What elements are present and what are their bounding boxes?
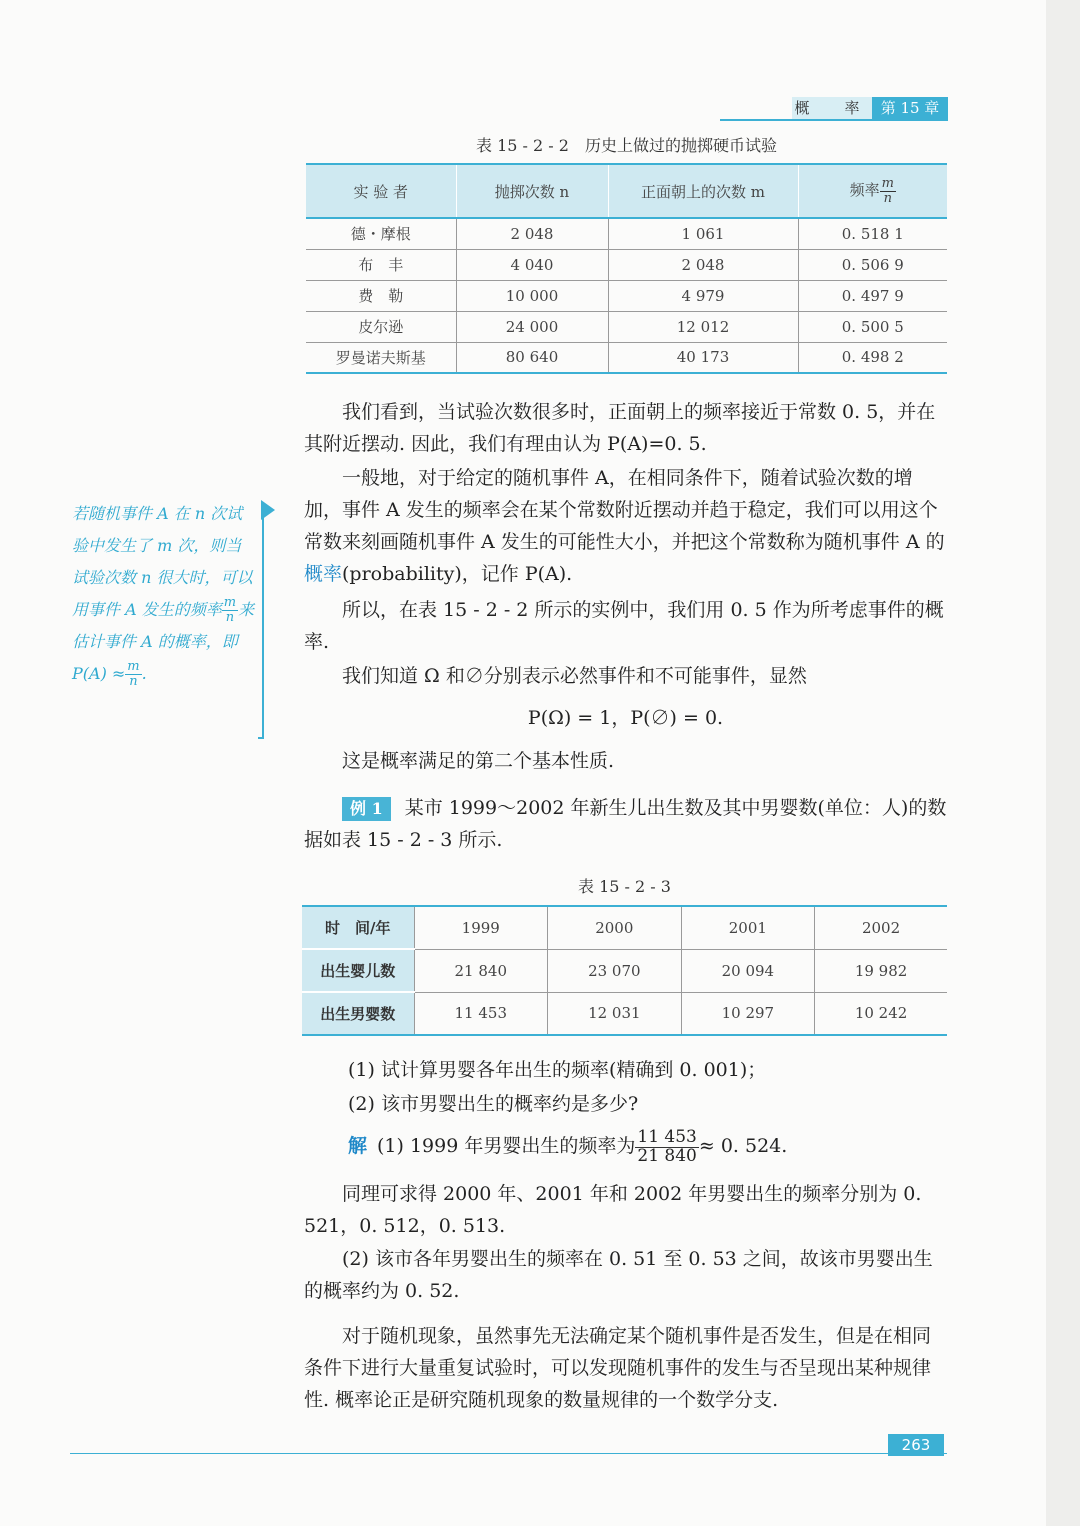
page-edge-shadow — [1046, 0, 1080, 1526]
paragraph-certain-impossible: 我们知道 Ω 和∅分别表示必然事件和不可能事件，显然 — [342, 665, 807, 687]
question-1: (1) 试计算男婴各年出生的频率(精确到 0. 001)； — [348, 1059, 767, 1081]
footer-rule — [70, 1453, 947, 1454]
cell: 10 000 — [456, 280, 608, 311]
note-frac-num: m — [223, 595, 237, 611]
table-row — [306, 311, 947, 342]
margin-note-bracket — [258, 505, 264, 739]
definition-notation: (probability)，记作 P(A). — [342, 563, 573, 585]
header-rule — [720, 119, 948, 121]
cell: 40 173 — [608, 342, 798, 373]
table1-caption: 表 15 - 2 - 2 历史上做过的抛掷硬币试验 — [476, 136, 777, 155]
cell: 20 094 — [681, 949, 815, 992]
header-toss-count: 抛掷次数 n — [456, 164, 608, 218]
cell: 0. 500 5 — [798, 311, 947, 342]
note-approx-fraction — [125, 660, 141, 688]
cell: 11 453 — [414, 992, 548, 1035]
paragraph-conclusion: 对于随机现象，虽然事先无法确定某个随机事件是否发生，但是在相同条件下进行大量重复试验时，可以发现随机事件的发生与否呈现出某种规律性. 概率论正是研究随机现象的数量规律的一个数学分支. — [304, 1325, 932, 1411]
solution-frac-den: 21 840 — [637, 1145, 697, 1166]
solution-2: (2) 该市各年男婴出生的频率在 0. 51 至 0. 53 之间，故该市男婴出生的概率约为 0. 52. — [304, 1248, 933, 1302]
note-frequency-fraction — [222, 596, 238, 624]
page-number: 263 — [888, 1434, 944, 1456]
cell: 12 031 — [548, 992, 682, 1035]
cell: 21 840 — [414, 949, 548, 992]
freq-den: n — [883, 190, 892, 206]
coin-toss-table — [306, 163, 947, 374]
cell: 布 丰 — [306, 249, 456, 280]
header-heads-count: 正面朝上的次数 m — [608, 164, 798, 218]
cell: 24 000 — [456, 311, 608, 342]
table-row-boys — [302, 992, 947, 1035]
note-text-mid: 来估计事件 A 的概率，即 P(A) ≈ — [72, 600, 255, 683]
cell: 皮尔逊 — [306, 311, 456, 342]
cell: 80 640 — [456, 342, 608, 373]
paragraph-table-reference: 所以，在表 15 - 2 - 2 所示的实例中，我们用 0. 5 作为所考虑事件的概率. — [304, 599, 944, 653]
births-table — [302, 905, 947, 1036]
row-header-boys: 出生男婴数 — [302, 992, 414, 1035]
year-cell: 2001 — [681, 906, 815, 949]
cell: 10 297 — [681, 992, 815, 1035]
cell: 0. 518 1 — [798, 218, 947, 249]
table2-caption: 表 15 - 2 - 3 — [578, 877, 671, 896]
cell: 4 979 — [608, 280, 798, 311]
margin-note-arrow-icon — [261, 500, 275, 520]
cell: 0. 497 9 — [798, 280, 947, 311]
cell: 10 242 — [815, 992, 947, 1035]
solution-fraction — [635, 1126, 698, 1166]
paragraph-second-property: 这是概率满足的第二个基本性质. — [342, 750, 615, 772]
table-row-years — [302, 906, 947, 949]
header-experimenter: 实 验 者 — [306, 164, 456, 218]
table-row — [306, 342, 947, 373]
table-header-row — [306, 164, 947, 218]
row-header-year: 时 间/年 — [302, 906, 414, 949]
row-header-births: 出生婴儿数 — [302, 949, 414, 992]
cell: 0. 498 2 — [798, 342, 947, 373]
frequency-fraction — [880, 177, 896, 205]
note-text: 若随机事件 A 在 n 次试验中发生了 m 次，则当试验次数 n 很大时，可以用事件 A 发生的频率 — [72, 504, 253, 619]
note-text-end: . — [141, 664, 147, 683]
year-cell: 2000 — [548, 906, 682, 949]
solution-frac-num: 11 453 — [637, 1126, 697, 1147]
cell: 罗曼诺夫斯基 — [335, 348, 426, 367]
margin-note — [72, 498, 256, 690]
paragraph-coin-result: 我们看到，当试验次数很多时，正面朝上的频率接近于常数 0. 5，并在其附近摆动. 因此，我们有理由认为 P(A)=0. 5. — [304, 401, 936, 455]
cell: 2 048 — [456, 218, 608, 249]
table-row — [306, 249, 947, 280]
cell: 1 061 — [608, 218, 798, 249]
frequency-label: 频率 — [849, 181, 880, 199]
formula-basic-property: P(Ω) = 1，P(∅) = 0. — [527, 707, 724, 729]
chapter-number: 第 15 章 — [872, 97, 948, 119]
year-cell: 2002 — [815, 906, 947, 949]
cell: 19 982 — [815, 949, 947, 992]
solution-1 — [348, 1124, 948, 1168]
table-row-births — [302, 949, 947, 992]
definition-text: 一般地，对于给定的随机事件 A，在相同条件下，随着试验次数的增加，事件 A 发生的频率会在某个常数附近摆动并趋于稳定，我们可以用这个常数来刻画随机事件 A 发生的可能性大小，并把这个常数称为随机事件 A 的 — [304, 467, 945, 553]
example-label: 例 1 — [342, 797, 391, 821]
solution-1-text: (1) 1999 年男婴出生的频率为 — [377, 1135, 636, 1157]
chapter-title: 概 率 — [792, 97, 872, 119]
cell: 4 040 — [456, 249, 608, 280]
solution-other-years: 同理可求得 2000 年、2001 年和 2002 年男婴出生的频率分别为 0. 521，0. 512，0. 513. — [304, 1183, 922, 1237]
cell: 12 012 — [608, 311, 798, 342]
cell: 23 070 — [548, 949, 682, 992]
table-row — [306, 280, 947, 311]
cell: 费 勒 — [306, 280, 456, 311]
paragraph-probability-definition — [304, 462, 947, 590]
solution-1-result: ≈ 0. 524. — [698, 1135, 788, 1157]
cell: 0. 506 9 — [798, 249, 947, 280]
note-frac-den: n — [225, 610, 235, 625]
freq-num: m — [881, 175, 894, 191]
probability-term: 概率 — [304, 563, 343, 585]
note-frac-num-2: m — [127, 659, 140, 675]
year-cell: 1999 — [414, 906, 548, 949]
question-2: (2) 该市男婴出生的概率约是多少? — [348, 1093, 639, 1115]
cell: 德・摩根 — [306, 218, 456, 249]
chapter-header — [792, 97, 948, 119]
header-frequency — [798, 164, 947, 218]
note-frac-den-2: n — [129, 674, 138, 689]
cell: 2 048 — [608, 249, 798, 280]
example-1-statement — [304, 792, 947, 856]
example-text: 某市 1999～2002 年新生儿出生数及其中男婴数(单位：人)的数据如表 15 - 2 - 3 所示. — [304, 797, 947, 851]
solution-label: 解 — [348, 1135, 368, 1157]
table-row — [306, 218, 947, 249]
